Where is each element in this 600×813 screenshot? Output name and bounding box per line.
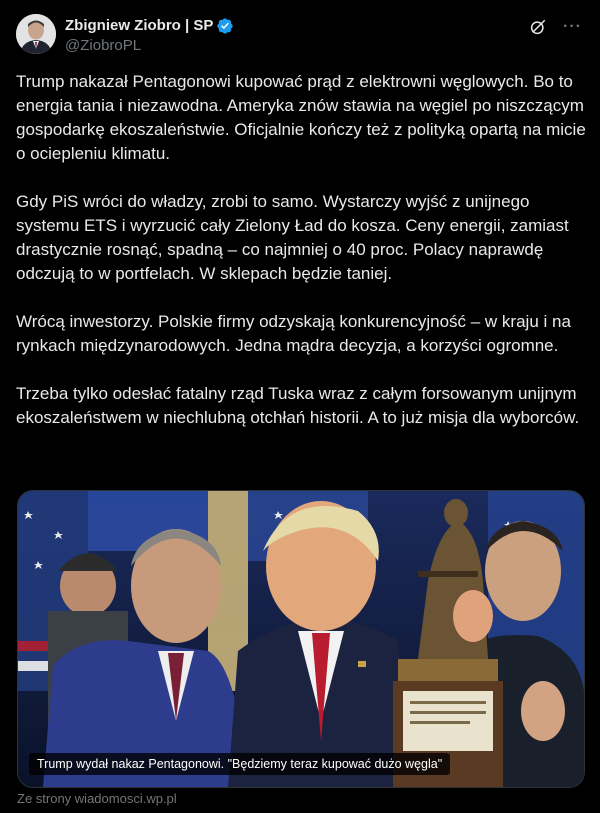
photo-caption: Trump wydał nakaz Pentagonowi. "Będziemy teraz kupować dużo węgla": [29, 753, 450, 775]
tweet-paragraph: Trump nakazał Pentagonowi kupować prąd z elektrowni węglowych. Bo to energia tania i niezawodna. Ameryka znów stawia na węgiel po niszczącym gospodarkę ekoszaleństwie. Oficjalnie kończy też z polityką opartą na micie o ociepleniu klimatu.: [16, 72, 586, 163]
tweet-photo[interactable]: [17, 490, 585, 788]
tweet-paragraph: Wrócą inwestorzy. Polskie firmy odzyskają konkurencyjność – w kraju i na rynkach międzynarodowych. Jedna mądra decyzja, a korzyści ogromne.: [16, 312, 571, 355]
photo-illustration: [18, 491, 584, 787]
more-icon[interactable]: ···: [563, 18, 582, 35]
author-name[interactable]: Zbigniew Ziobro | SP: [65, 17, 214, 34]
author-handle[interactable]: @ZiobroPL: [65, 37, 142, 54]
tweet-paragraph: Gdy PiS wróci do władzy, zrobi to samo. Wystarczy wyjść z unijnego systemu ETS i wyrzucić cały Zielony Ład do kosza. Ceny energii, zamiast drastycznie rosnąć, spadną – co najmniej o 40 proc. Polacy naprawdę odczują to w portfelach. W sklepach będzie taniej.: [16, 192, 569, 283]
source-link[interactable]: Ze strony wiadomosci.wp.pl: [17, 791, 177, 806]
tweet-paragraph: Trzeba tylko odesłać fatalny rząd Tuska wraz z całym forsowanym unijnym ekoszaleństwem w niechlubną otchłań historii. A to już misja dla wyborców.: [16, 384, 580, 427]
tweet-text: [16, 70, 586, 454]
tweet-header: [16, 14, 584, 58]
avatar[interactable]: [16, 14, 56, 54]
verified-badge-icon: [216, 17, 234, 35]
grok-icon[interactable]: [529, 18, 547, 36]
